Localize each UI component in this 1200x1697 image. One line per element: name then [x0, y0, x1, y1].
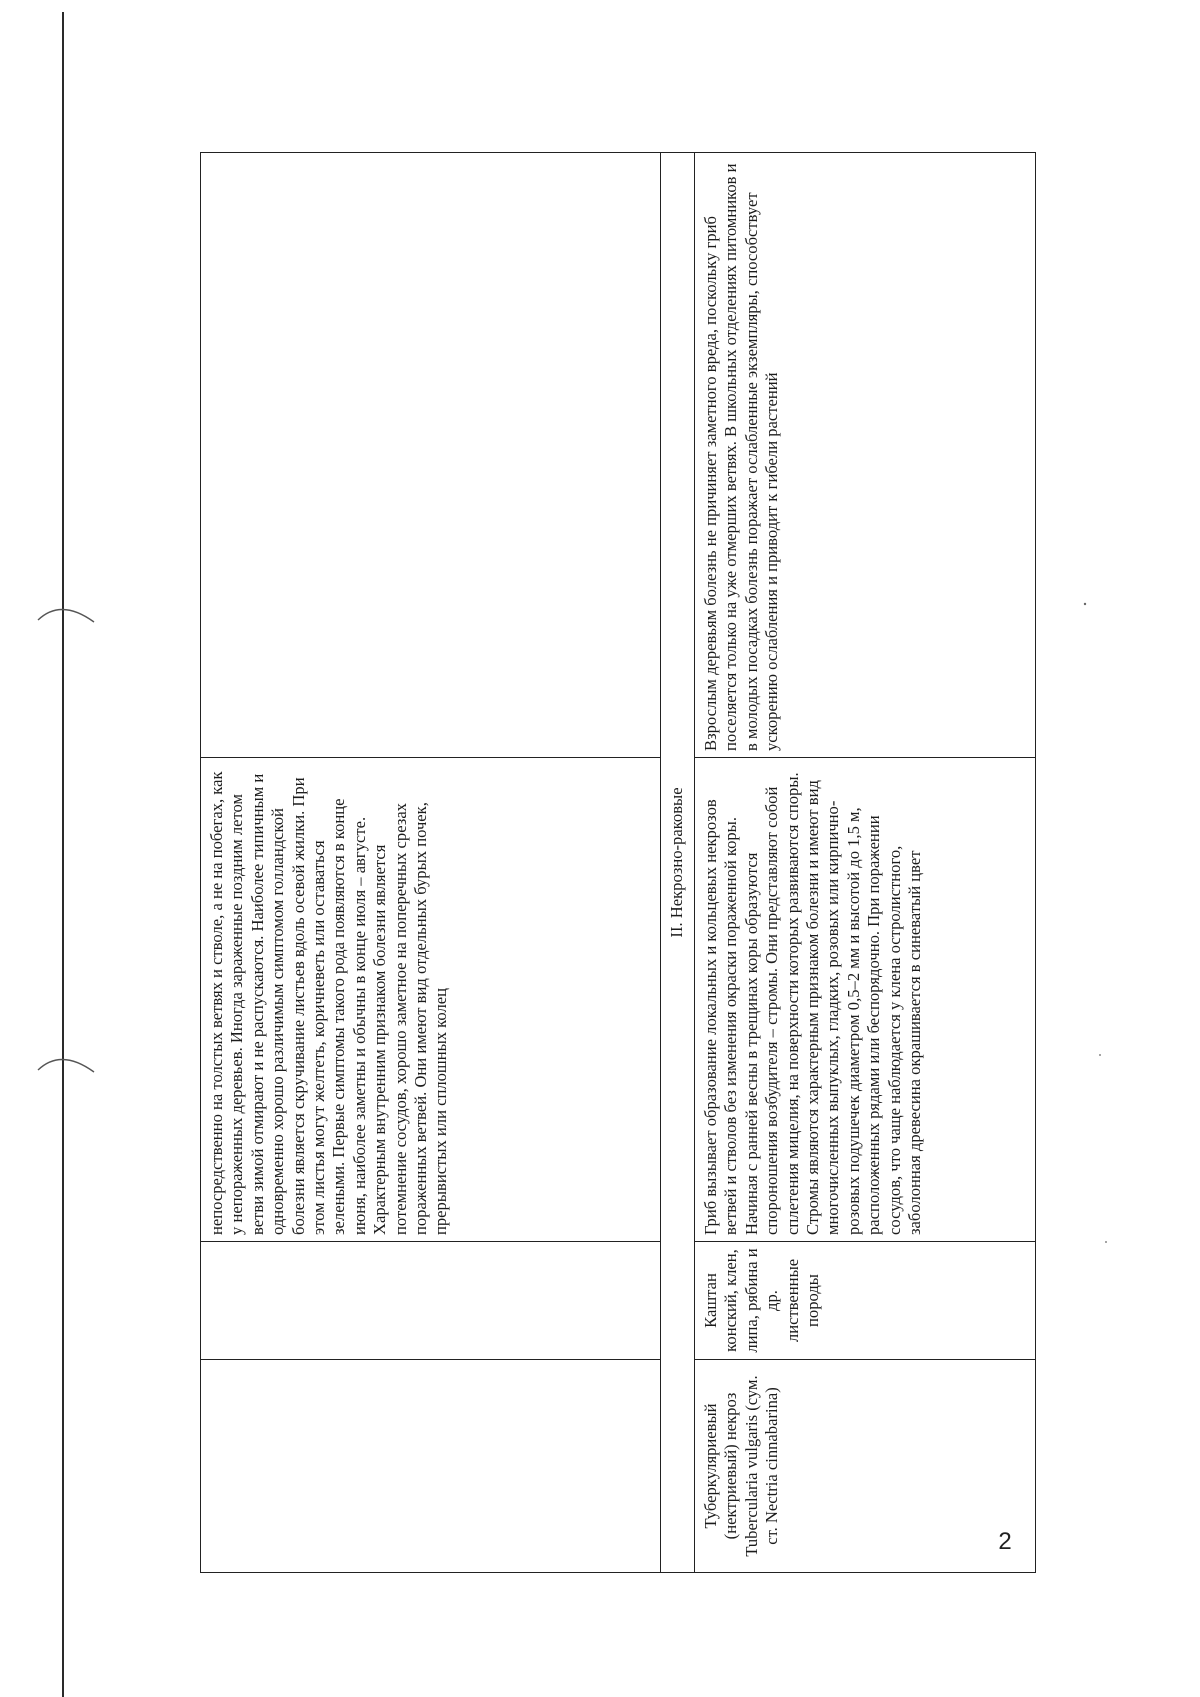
rotated-page-content — [200, 153, 1035, 1573]
significance-cell: Взрослым деревьям болезнь не причиняет заметного вреда, поскольку гриб поселяется только на уже отмерших ветвях. В школьных отделениях питомников и в молодых посадках болезнь поражает ослабленные экземпляры, способствует ускорению ослабления и приводит к гибели растений — [695, 153, 1036, 758]
significance-cell — [201, 153, 661, 758]
symptoms-cell: непосредственно на толстых ветвях и стволе, а не на побегах, как у непораженных деревьев. Иногда зараженные поздним летом ветви зимой отмирают и не распускаются. Наиболее типичным и одновременно хорошо различимым симптомом голландской болезни является скручивание листьев вдоль осевой жилки. При этом листья могут желтеть, коричневеть или оставаться зелеными. Первые симптомы такого рода появляются в конце июня, наиболее заметны и обычны в конце июля – августе. Характерным внутренним признаком болезни является потемнение сосудов, хорошо заметное на поперечных срезах пораженных ветвей. Они имеют вид отдельных бурых почек, прерывистых или сплошных колец — [201, 758, 661, 1242]
disease-name-cell — [201, 1360, 661, 1573]
punch-hole-mark — [36, 598, 96, 638]
table-row — [201, 153, 661, 1573]
page-number: 2 — [998, 1528, 1012, 1555]
host-plants-cell — [201, 1242, 661, 1360]
disease-table — [200, 152, 1036, 1573]
binding-edge-line — [62, 12, 64, 1697]
symptoms-cell: Гриб вызывает образование локальных и кольцевых некрозов ветвей и стволов без изменения окраски пораженной коры. Начиная с ранней весны в трещинах коры образуются спороношения возбудителя – стромы. Они представляют собой сплетения мицелия, на поверхности которых развиваются споры. Стромы являются характерным признаком болезни и имеют вид многочисленных выпуклых, гладких, розовых или кирпично-розовых подушечек диаметром 0,5–2 мм и высотой до 1,5 м, расположенных рядами или беспорядочно. При поражении сосудов, что чаще наблюдается у клена остролистного, заболонная древесина окрашивается в синеватый цвет — [695, 758, 1036, 1242]
punch-hole-mark — [36, 1048, 96, 1088]
section-title: II. Некрозно-раковые — [661, 153, 695, 1573]
host-plants-cell: Каштан конский, клен, липа, рябина и др. лиственные породы — [695, 1242, 1036, 1360]
disease-name-cell: Туберкуляриевый (нектриевый) некроз Tubercularia vulgaris (сум. ст. Nectria cinnabarina) — [695, 1360, 1036, 1573]
table-row — [695, 153, 1036, 1573]
section-header-row — [661, 153, 695, 1573]
